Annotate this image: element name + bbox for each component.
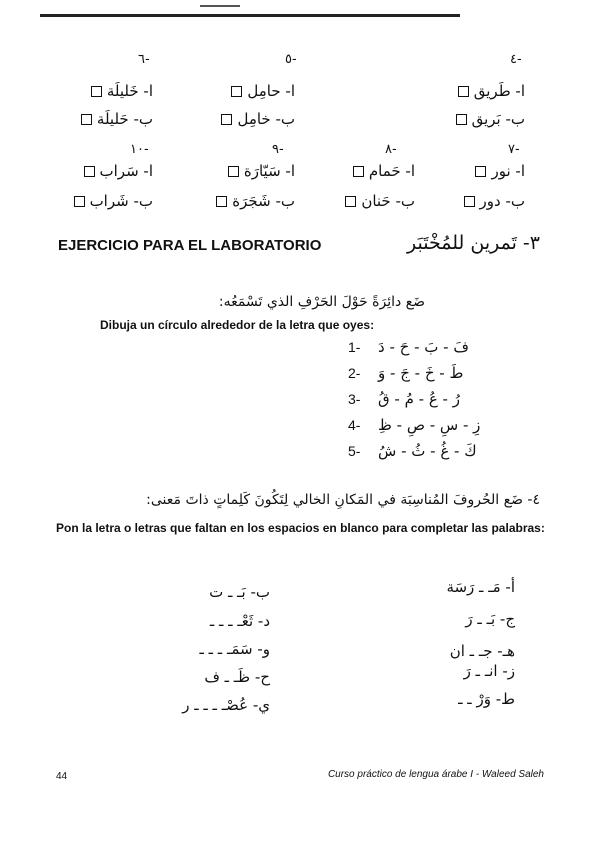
checkbox-icon[interactable] bbox=[216, 196, 227, 207]
option[interactable]: ا- طَريق bbox=[458, 82, 525, 100]
letter-row: 5- كَ - غُ - ثُ - شُ bbox=[348, 442, 477, 460]
section-4-title-arabic: ٤- ضَع الحُروفَ المُناسِبَة في المَكانِ الخالي لِتَكُونَ كَلِماتٍ ذاتَ مَعنى: bbox=[146, 492, 540, 508]
option[interactable]: ب- دور bbox=[464, 192, 525, 210]
checkbox-icon[interactable] bbox=[81, 114, 92, 125]
checkbox-icon[interactable] bbox=[458, 86, 469, 97]
letter-row: 4- زِ - سِ - صِ - ظِ bbox=[348, 416, 481, 434]
fill-word[interactable]: و- سَمَـ ـ ـ ـ bbox=[199, 640, 270, 658]
checkbox-icon[interactable] bbox=[353, 166, 364, 177]
footer-title: Curso práctico de lengua árabe I - Waleed Saleh bbox=[327, 769, 544, 780]
option[interactable]: ا- حامِل bbox=[231, 82, 295, 100]
exercise-number: ٤- bbox=[510, 52, 522, 67]
option[interactable]: ا- حَمام bbox=[353, 162, 415, 180]
option[interactable]: ب- حَليلَة bbox=[81, 110, 153, 128]
checkbox-icon[interactable] bbox=[475, 166, 486, 177]
option[interactable]: ب- خامِل bbox=[221, 110, 295, 128]
fill-word[interactable]: ي- عُصْـ ـ ـ ـ ر bbox=[182, 696, 270, 714]
exercise-number: ٦- bbox=[138, 52, 150, 67]
instruction-spanish: Dibuja un círculo alrededor de la letra que oyes: bbox=[100, 318, 375, 332]
instruction-arabic: ضَع دائِرَةً حَوْلَ الحَرْفِ الذي تَسْمَعُه: bbox=[218, 294, 425, 310]
fill-word[interactable]: ط- وَرْ ـ ـ bbox=[458, 690, 515, 708]
letter-row: 1- فَ - بَ - حَ - دَ bbox=[348, 338, 469, 356]
exercise-number: ٨- bbox=[385, 142, 397, 157]
checkbox-icon[interactable] bbox=[464, 196, 475, 207]
checkbox-icon[interactable] bbox=[91, 86, 102, 97]
checkbox-icon[interactable] bbox=[231, 86, 242, 97]
section-3-title-spanish: EJERCICIO PARA EL LABORATORIO bbox=[58, 237, 322, 254]
page-number: 44 bbox=[56, 771, 68, 782]
checkbox-icon[interactable] bbox=[74, 196, 85, 207]
option[interactable]: ا- سَيّارَة bbox=[228, 162, 295, 180]
fill-word[interactable]: هـ- جـ ـ ان bbox=[449, 642, 515, 660]
fill-word[interactable]: د- ثَعْـ ـ ـ ـ bbox=[209, 612, 270, 630]
exercise-number: ٥- bbox=[285, 52, 297, 67]
option[interactable]: ا- نور bbox=[475, 162, 525, 180]
option[interactable]: ا- خَليلَة bbox=[91, 82, 153, 100]
checkbox-icon[interactable] bbox=[221, 114, 232, 125]
option[interactable]: ب- شَراب bbox=[74, 192, 153, 210]
fill-word[interactable]: ج- بَـ ـ رَ bbox=[465, 610, 515, 628]
fill-word[interactable]: ح- ظَـ ـ ف bbox=[204, 668, 270, 686]
letter-row: 2- طَ - خَ - جَ - وَ bbox=[348, 364, 464, 382]
exercise-number: ٩- bbox=[272, 142, 284, 157]
section-4-instruction-spanish: Pon la letra o letras que faltan en los espacios en blanco para completar las palabras: bbox=[56, 521, 545, 535]
letter-row: 3- رُ - عُ - مُ - قُ bbox=[348, 390, 460, 408]
checkbox-icon[interactable] bbox=[228, 166, 239, 177]
fill-word[interactable]: ز- انـ ـ رَ bbox=[463, 662, 515, 680]
option[interactable]: ا- سَراب bbox=[84, 162, 153, 180]
top-mark bbox=[200, 5, 240, 7]
top-rule bbox=[40, 14, 460, 17]
checkbox-icon[interactable] bbox=[456, 114, 467, 125]
option[interactable]: ب- بَريق bbox=[456, 110, 525, 128]
exercise-number: ١٠- bbox=[130, 142, 149, 157]
fill-word[interactable]: أ- مَـ ـ رَسَة bbox=[446, 578, 515, 596]
option[interactable]: ب- شَجَرَة bbox=[216, 192, 295, 210]
section-3-title-arabic: ٣- تَمرين للمُخْتَبَر bbox=[407, 232, 540, 254]
exercise-number: ٧- bbox=[508, 142, 520, 157]
checkbox-icon[interactable] bbox=[84, 166, 95, 177]
fill-word[interactable]: ب- بَـ ـ ت bbox=[209, 583, 270, 601]
option[interactable]: ب- حَنان bbox=[345, 192, 415, 210]
checkbox-icon[interactable] bbox=[345, 196, 356, 207]
